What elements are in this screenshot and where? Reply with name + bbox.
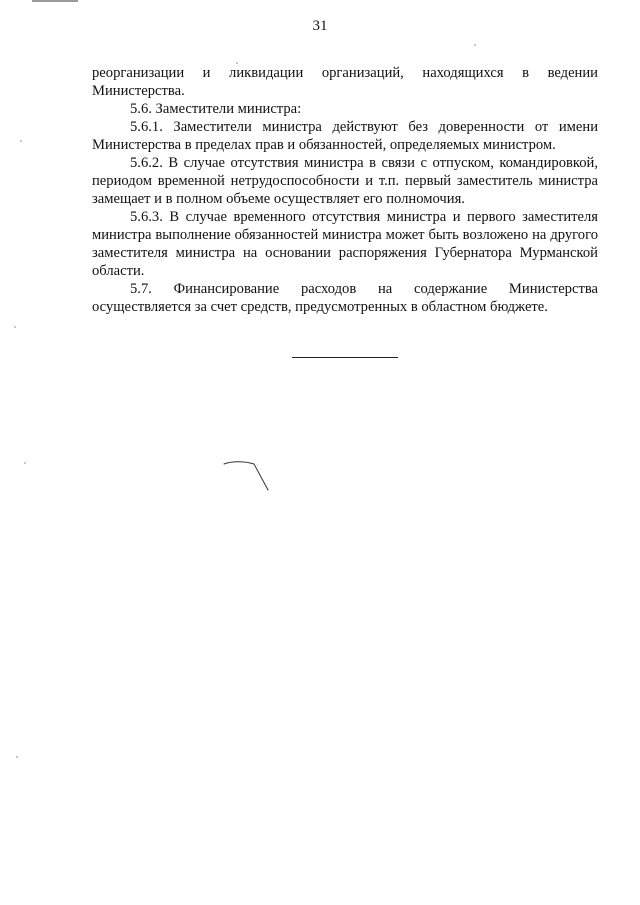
paragraph-5-6-2: 5.6.2. В случае отсутствия министра в связи с отпуском, командировкой, периодом временной нетрудоспособности и т.п. первый заместитель министра замещает и в полном объеме осуществляет его полномочия. xyxy=(92,155,598,207)
pen-stroke-mark xyxy=(222,456,272,492)
page-number: 31 xyxy=(312,18,328,34)
document-body xyxy=(92,64,598,316)
paragraph-5-6: 5.6. Заместители министра: xyxy=(130,101,302,117)
scan-speck xyxy=(24,462,26,464)
scan-speck xyxy=(474,44,476,46)
scan-speck xyxy=(16,756,18,758)
scan-speck xyxy=(20,140,22,142)
paragraph-5-7: 5.7. Финансирование расходов на содержание Министерства осуществляется за счет средств, предусмотренных в областном бюджете. xyxy=(92,281,598,315)
scan-speck xyxy=(236,62,238,64)
paragraph-5-6-3: 5.6.3. В случае временного отсутствия министра и первого заместителя министра выполнение обязанностей министра может быть возложено на другого заместителя министра на основании распоряжения Губернатора Мурманской области. xyxy=(92,209,598,279)
scan-speck xyxy=(14,326,16,328)
scan-edge-mark xyxy=(32,0,78,2)
paragraph-continuation: реорганизации и ликвидации организаций, находящихся в ведении Министерства. xyxy=(92,65,598,99)
end-of-text-rule xyxy=(292,357,398,358)
paragraph-5-6-1: 5.6.1. Заместители министра действуют без доверенности от имени Министерства в пределах прав и обязанностей, определяемых министром. xyxy=(92,119,598,153)
